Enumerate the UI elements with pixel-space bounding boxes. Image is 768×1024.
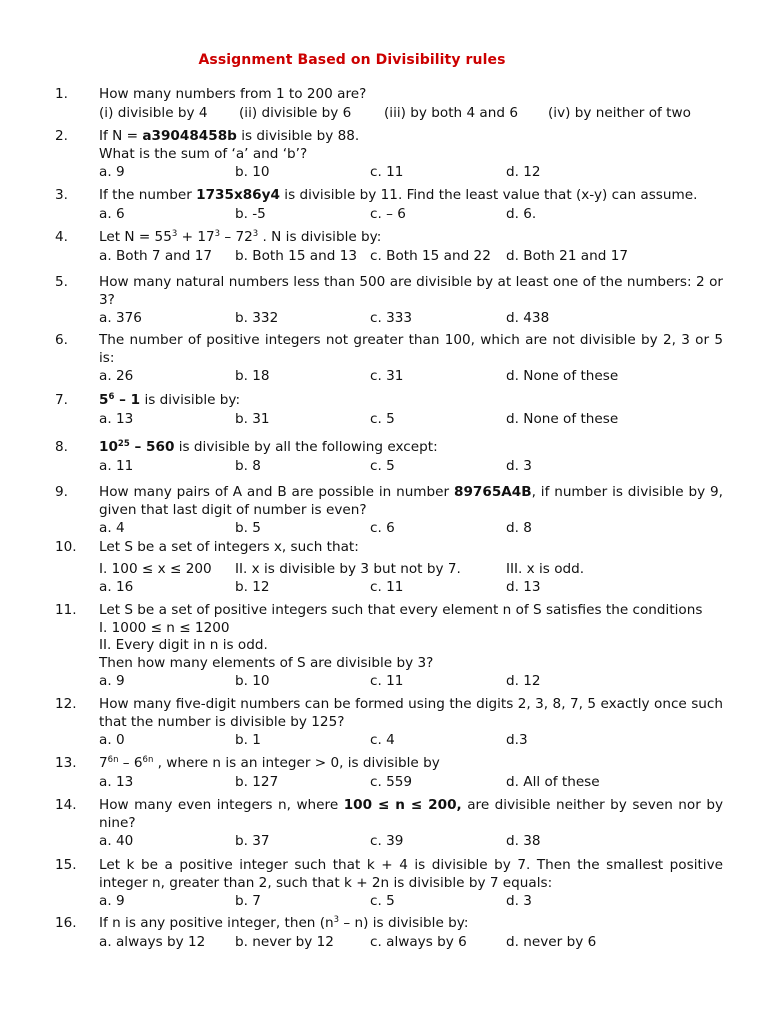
option-c: c. 6 (370, 520, 395, 536)
option-b: b. 8 (235, 457, 261, 474)
option-a: a. Both 7 and 17 (99, 247, 213, 264)
option-a: a. 9 (99, 164, 125, 180)
option-b: b. 1 (235, 732, 261, 748)
option-d: d. Both 21 and 17 (506, 247, 628, 264)
question-text-2: What is the sum of ‘a’ and ‘b’? (99, 145, 308, 162)
question-number: 5. (55, 274, 68, 290)
option-c: c. 4 (370, 732, 395, 748)
question-number: 1. (55, 86, 68, 102)
option-b: b. 332 (235, 310, 279, 326)
option-a: a. 26 (99, 368, 134, 384)
option-b: b. 10 (235, 164, 270, 180)
option-d: d.3 (506, 732, 528, 748)
part-i: (i) divisible by 4 (99, 104, 208, 121)
question-number: 12. (55, 696, 77, 712)
part-iii: (iii) by both 4 and 6 (384, 104, 518, 121)
option-b: b. 31 (235, 410, 270, 427)
question-number: 16. (55, 915, 77, 931)
option-c: c. 11 (370, 673, 404, 689)
option-d: d. 13 (506, 578, 541, 595)
option-b: b. 12 (235, 578, 270, 595)
question-text: $10^{25} - 560$ is divisible by all the following except: (99, 439, 438, 455)
question-text: The number of positive integers not greater than 100, which are not divisible by 2, 3 or 5 is: (99, 332, 723, 366)
question-number: 10. (55, 539, 77, 555)
part-iv: (iv) by neither of two (548, 104, 691, 121)
option-a: a. 16 (99, 578, 134, 595)
condition-2: II. x is divisible by 3 but not by 7. (235, 560, 461, 577)
option-b: b. 7 (235, 893, 261, 909)
option-d: d. 6. (506, 205, 537, 222)
option-c: c. 5 (370, 457, 395, 474)
condition-1: I. 1000 ≤ n ≤ 1200 (99, 619, 230, 636)
condition-1: I. 100 ≤ x ≤ 200 (99, 560, 212, 577)
question-text: If n is any positive integer, then $(n^3 - n)$ is divisible by: (99, 915, 469, 931)
option-a: a. 6 (99, 205, 125, 222)
option-a: a. 4 (99, 520, 125, 536)
option-a: a. 9 (99, 673, 125, 689)
option-a: a. 376 (99, 310, 142, 326)
condition-3: III. x is odd. (506, 560, 585, 577)
assignment-title: Assignment Based on Divisibility rules (198, 52, 506, 68)
option-a: a. 13 (99, 773, 134, 790)
option-d: d. 3 (506, 893, 532, 909)
option-c: c. 11 (370, 578, 404, 595)
option-a: a. always by 12 (99, 933, 206, 950)
option-d: d. 438 (506, 310, 550, 326)
question-text: How many natural numbers less than 500 are divisible by at least one of the numbers: 2 or 3? (99, 274, 723, 308)
condition-2: II. Every digit in n is odd. (99, 637, 268, 653)
option-c: c. 31 (370, 368, 404, 384)
question-text: How many five-digit numbers can be formed using the digits 2, 3, 8, 7, 5 exactly once such that the number is divisible by 125? (99, 696, 723, 730)
option-c: c. 5 (370, 410, 395, 427)
question-number: 3. (55, 187, 68, 203)
option-a: a. 40 (99, 833, 134, 849)
option-d: d. None of these (506, 368, 619, 384)
option-b: b. 127 (235, 773, 279, 790)
question-number: 8. (55, 439, 68, 455)
question-text: $7^{6n} - 6^{6n}$ , where n is an integer > 0, is divisible by (99, 755, 440, 771)
question-number: 13. (55, 755, 77, 771)
option-d: d. 12 (506, 164, 541, 180)
option-c: c. 559 (370, 773, 413, 790)
part-ii: (ii) divisible by 6 (239, 104, 352, 121)
question-text: Let S be a set of integers x, such that: (99, 539, 359, 555)
option-b: b. -5 (235, 205, 266, 222)
option-d: d. None of these (506, 410, 619, 427)
option-d: d. 3 (506, 457, 532, 474)
question-number: 6. (55, 332, 68, 348)
question-number: 15. (55, 857, 77, 873)
question-text: Let k be a positive integer such that k + 4 is divisible by 7. Then the smallest positive integer n, greater than 2, such that k + 2n is divisible by 7 equals: (99, 857, 723, 891)
option-a: a. 11 (99, 457, 134, 474)
option-a: a. 0 (99, 732, 125, 748)
option-d: d. never by 6 (506, 933, 597, 950)
question-text: How many pairs of A and B are possible in number 89765A4B, if number is divisible by 9, given that last digit of number is even? (99, 484, 723, 518)
option-c: c. 5 (370, 893, 395, 909)
question-number: 9. (55, 484, 68, 500)
question-ask: Then how many elements of S are divisible by 3? (99, 654, 434, 671)
option-c: c. 333 (370, 310, 413, 326)
option-c: c. 39 (370, 833, 404, 849)
option-d: d. All of these (506, 773, 600, 790)
question-text: How many numbers from 1 to 200 are? (99, 86, 367, 102)
option-d: d. 8 (506, 520, 532, 536)
option-d: d. 12 (506, 673, 541, 689)
option-b: b. never by 12 (235, 933, 334, 950)
option-b: b. 5 (235, 520, 261, 536)
question-text: $5^6 - 1$ is divisible by: (99, 392, 241, 408)
option-b: b. 37 (235, 833, 270, 849)
question-text: If the number 1735x86y4 is divisible by 11. Find the least value that (x-y) can assume. (99, 187, 698, 203)
question-number: 2. (55, 128, 68, 144)
question-number: 4. (55, 229, 68, 245)
option-a: a. 9 (99, 893, 125, 909)
question-text: Let $N = 55^3 + 17^3 - 72^3$ . N is divisible by: (99, 229, 382, 245)
question-number: 14. (55, 797, 77, 813)
option-d: d. 38 (506, 833, 541, 849)
option-a: a. 13 (99, 410, 134, 427)
option-b: b. 18 (235, 368, 270, 384)
question-number: 7. (55, 392, 68, 408)
question-text: If N = a39048458b is divisible by 88. (99, 128, 360, 144)
question-text: Let S be a set of positive integers such that every element n of S satisfies the conditions (99, 602, 703, 618)
option-c: c. always by 6 (370, 933, 467, 950)
option-c: c. – 6 (370, 205, 406, 222)
option-b: b. Both 15 and 13 (235, 247, 357, 264)
option-b: b. 10 (235, 673, 270, 689)
question-text: How many even integers n, where 100 ≤ n ≤ 200, are divisible neither by seven nor by nine? (99, 797, 724, 831)
question-number: 11. (55, 602, 77, 618)
option-c: c. 11 (370, 164, 404, 180)
option-c: c. Both 15 and 22 (370, 247, 491, 264)
